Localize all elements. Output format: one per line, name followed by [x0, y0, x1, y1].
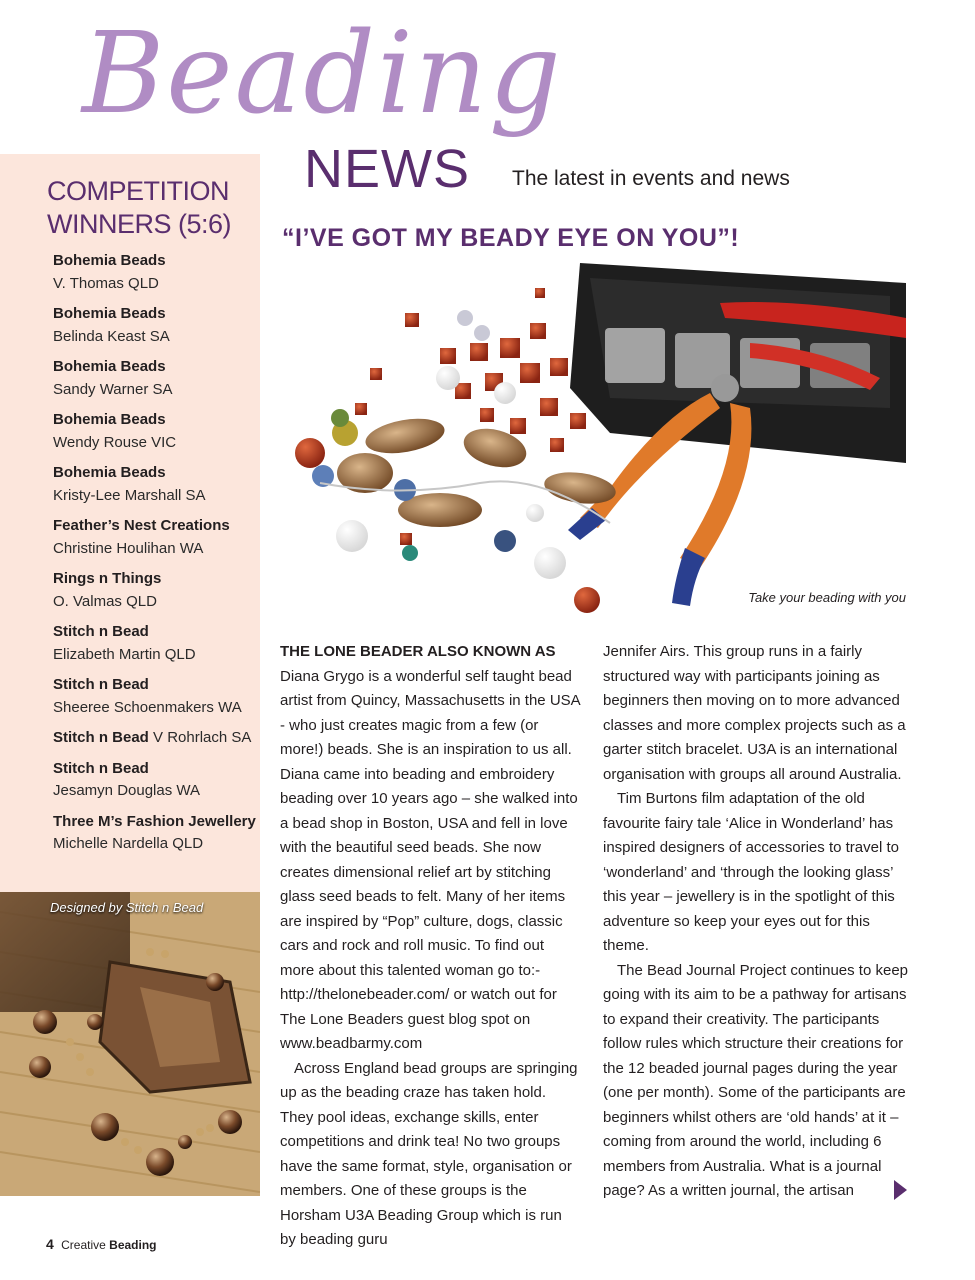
winner-shop: Rings n Things — [53, 570, 162, 587]
paragraph: Tim Burtons film adaptation of the old favourite fairy tale ‘Alice in Wonderland’ has inspired designers of accessories to travel to ‘wonderland’ and ‘through the looking glass’ this year – jewellery is in the spotlight of this adventure so keep your eyes out for this theme. — [603, 790, 899, 954]
winner-shop: Stitch n Bead — [53, 623, 149, 640]
paragraph — [280, 640, 580, 1057]
winner-name: Kristy-Lee Marshall SA — [53, 486, 206, 504]
winner-name: V. Thomas QLD — [53, 274, 159, 292]
competition-winners-title — [47, 175, 231, 241]
winner-item — [53, 727, 258, 750]
winner-item — [53, 250, 258, 295]
article-column-2 — [603, 640, 908, 1204]
winner-item — [53, 462, 258, 507]
beads-and-pliers-photo — [280, 258, 906, 618]
winner-name: Elizabeth Martin QLD — [53, 645, 196, 663]
winner-shop: Stitch n Bead — [53, 729, 149, 746]
title-line-2: WINNERS (5:6) — [47, 209, 232, 239]
winner-item — [53, 621, 258, 666]
winner-shop: Stitch n Bead — [53, 759, 149, 777]
magazine-name: Beading — [109, 1238, 157, 1252]
paragraph: The Bead Journal Project continues to keep going with its aim to be a pathway for artisans to expand their creativity. The participants follow rules which structure their creations for the 12 beaded journal pages during the year (one per month). Some of the participants are beginners whilst others are ‘old hands’ at it – coming from around the world, including 6 members from Australia. What is a journal page? As a written journal, the artisan — [603, 961, 909, 1199]
magazine-name-prefix: Creative — [61, 1238, 106, 1252]
paragraph-text: Diana Grygo is a wonderful self taught bead artist from Quincy, Massachusetts in the USA - who just creates magic from a few (or more!) beads. She is an inspiration to us all. Diana came into beading and embroidery beading over 10 years ago – she walked into a bead shop in Boston, USA and fell in love with the beautiful seed beads. She now creates dimensional relief art by stitching glass seed beads to felt. Many of her items are inspired by “Pop” culture, dogs, classic cars and rock and roll music. To find out more about this talented woman go to:- http://thelonebeader.com/ or watch out for The Lone Beaders guest blog spot on www.beadbarmy.com — [280, 667, 580, 1052]
winner-shop: Three M’s Fashion Jewellery — [53, 812, 256, 830]
photo-credit: Designed by Stitch n Bead — [50, 900, 204, 915]
winner-name: O. Valmas QLD — [53, 592, 157, 610]
continue-arrow-icon — [894, 1180, 907, 1200]
article-headline: “I’VE GOT MY BEADY EYE ON YOU”! — [282, 224, 740, 252]
winner-name: Wendy Rouse VIC — [53, 433, 177, 451]
winner-name: Sheeree Schoenmakers WA — [53, 698, 242, 716]
winner-shop: Bohemia Beads — [53, 252, 166, 269]
winner-item — [53, 568, 258, 613]
paragraph: Across England bead groups are springing up as the beading craze has taken hold. They pool ideas, exchange skills, enter competitions and drink tea! No two groups have the same format, style, organisation or members. One of these groups is the Horsham U3A Beading Group which is run by beading guru — [280, 1059, 578, 1248]
winner-item — [53, 409, 258, 454]
news-title: NEWS — [304, 139, 470, 199]
winner-item — [53, 303, 258, 348]
winner-item — [53, 674, 258, 719]
winner-shop: Bohemia Beads — [53, 358, 166, 375]
winner-shop: Bohemia Beads — [53, 411, 166, 428]
winner-item — [53, 515, 258, 560]
lead-in: THE LONE BEADER ALSO KNOWN AS — [280, 643, 556, 660]
winner-name: Belinda Keast SA — [53, 327, 170, 345]
winner-name: Michelle Nardella QLD — [53, 835, 204, 852]
winner-name: Christine Houlihan WA — [53, 539, 204, 557]
winner-item — [53, 811, 258, 856]
page-number: 4 — [46, 1236, 54, 1252]
article-column-1 — [280, 640, 580, 1253]
winner-name: V Rohrlach SA — [153, 729, 252, 746]
jewellery-photo — [0, 892, 260, 1196]
winner-shop: Feather’s Nest Creations — [53, 517, 230, 534]
photo-caption: Take your beading with you — [748, 590, 906, 605]
winner-name: Jesamyn Douglas WA — [53, 782, 200, 799]
winner-shop: Stitch n Bead — [53, 676, 149, 693]
winner-item — [53, 758, 258, 803]
page-footer — [46, 1236, 157, 1252]
winners-list — [53, 250, 258, 864]
winner-shop: Bohemia Beads — [53, 305, 166, 322]
title-line-1: COMPETITION — [47, 176, 229, 206]
winner-shop: Bohemia Beads — [53, 464, 166, 481]
beading-script-title: Beading — [82, 9, 563, 139]
winner-item — [53, 356, 258, 401]
paragraph: Jennifer Airs. This group runs in a fairly structured way with participants joining as beginners then moving on to more advanced classes and more complex projects such as a garter stitch bracelet. U3A is an international organisation with groups all around Australia. — [603, 643, 906, 783]
tagline: The latest in events and news — [512, 167, 790, 190]
winner-name: Sandy Warner SA — [53, 380, 173, 398]
